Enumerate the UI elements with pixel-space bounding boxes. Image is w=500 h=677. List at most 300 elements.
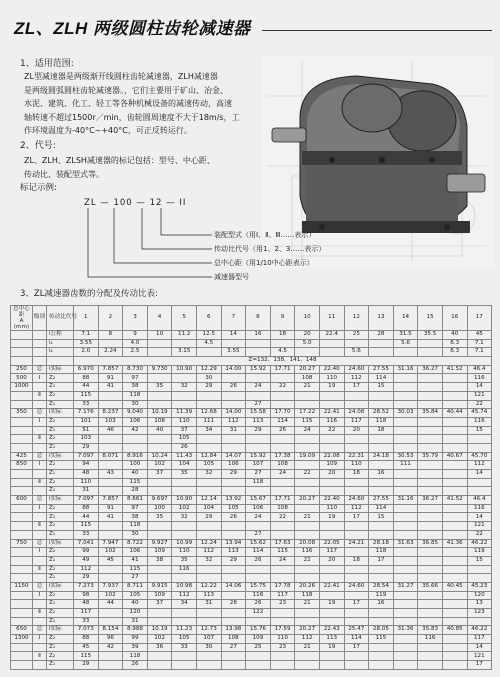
table-cell: 10.24 [147,452,172,461]
table-cell: 103 [74,435,99,444]
table-cell: 33 [74,400,99,409]
table-cell: 17.63 [270,539,295,548]
table-cell: 94 [74,461,99,470]
table-cell [467,487,492,496]
table-cell: 24.60 [344,496,369,505]
table-cell: 27 [221,643,246,652]
table-cell: 20.27 [295,365,320,374]
table-cell: 30 [196,374,221,383]
legend-center-distance: 总中心距（用1/10中心距表示） [214,259,314,267]
row-label-cell: Z₂ [47,478,74,487]
table-cell [270,617,295,626]
table-cell: 105 [123,591,148,600]
table-cell: 12.14 [196,496,221,505]
stage-cell: Ⅰ [33,591,47,600]
table-cell [319,487,344,496]
table-cell [295,504,320,513]
table-cell: 123 [467,609,492,618]
table-cell: 27.55 [369,365,394,374]
table-cell [221,391,246,400]
table-cell [393,530,418,539]
table-cell: 105 [172,635,197,644]
table-cell: 40 [123,470,148,479]
row-label-cell: Z₁ [47,470,74,479]
table-cell: 117 [74,609,99,618]
table-cell: 10.19 [147,626,172,635]
table-cell [344,617,369,626]
stage-cell: 总 [33,582,47,591]
table-cell: 116 [467,417,492,426]
table-cell: 24 [246,383,271,392]
table-cell: 38 [147,556,172,565]
table-cell [295,565,320,574]
table-cell [418,443,443,452]
table-cell: 20 [295,331,320,340]
table-cell [442,617,467,626]
table-cell [369,348,394,357]
table-cell: 24.21 [344,539,369,548]
table-cell: 45 [98,556,123,565]
table-cell [467,478,492,487]
table-cell: 28 [221,600,246,609]
table-cell [98,391,123,400]
table-cell: 30.53 [393,452,418,461]
table-cell [246,565,271,574]
table-cell: 88 [74,374,99,383]
table-cell: 112 [172,591,197,600]
row-label-cell: Z₁ [47,400,74,409]
table-row [11,617,492,626]
table-cell [344,652,369,661]
table-cell [442,478,467,487]
table-cell [442,600,467,609]
table-cell: 108 [270,504,295,513]
table-cell: 24.18 [369,452,394,461]
table-cell [418,565,443,574]
table-cell [270,652,295,661]
table-cell: 35.79 [418,452,443,461]
table-cell: 30 [196,643,221,652]
table-cell [393,391,418,400]
table-cell [369,339,394,348]
table-cell: 40.67 [442,452,467,461]
table-row [11,478,492,487]
table-cell: 109 [147,591,172,600]
table-cell [344,574,369,583]
table-cell [393,617,418,626]
table-cell [221,374,246,383]
table-cell [98,609,123,618]
table-cell: 45.74 [467,409,492,418]
table-cell [442,565,467,574]
table-row [11,513,492,522]
center-distance-cell [11,661,33,670]
row-label-cell: Z₂ [47,504,74,513]
table-cell [393,348,418,357]
table-cell: 11.39 [172,409,197,418]
table-cell: 45.70 [467,452,492,461]
stage-cell: 级别 [33,306,47,331]
table-cell: 29 [74,661,99,670]
table-cell [393,470,418,479]
center-distance-cell [11,591,33,600]
table-cell: 12.84 [196,452,221,461]
table-cell: 116 [418,635,443,644]
table-cell: 15.75 [246,582,271,591]
legend-ratio-code: 传动比代号（用1、2、3……表示） [214,245,326,253]
table-cell: 110 [344,461,369,470]
code-dash: — [100,198,110,208]
table-cell: 29 [221,470,246,479]
table-cell: 17 [344,383,369,392]
table-cell [344,609,369,618]
table-cell: 3.55 [221,348,246,357]
table-cell: 2 [98,306,123,331]
table-row [11,339,492,348]
table-cell [172,487,197,496]
table-cell: 45.23 [467,582,492,591]
table-cell: 118 [123,652,148,661]
example-leaders [80,208,215,290]
table-cell [319,574,344,583]
table-cell: 26 [246,600,271,609]
table-cell: 14 [221,331,246,340]
table-cell: 14.06 [221,582,246,591]
table-cell [123,443,148,452]
table-cell [270,530,295,539]
table-cell [319,565,344,574]
table-row [11,548,492,557]
table-cell: 20 [344,426,369,435]
table-cell: 26 [270,426,295,435]
table-cell [418,522,443,531]
table-cell: 99 [123,635,148,644]
table-cell: 42 [98,643,123,652]
table-cell: 22 [319,426,344,435]
center-distance-cell [11,652,33,661]
stage-cell [33,443,47,452]
row-label-cell: Z₂ [47,391,74,400]
table-cell: 28 [123,487,148,496]
table-cell: 96 [98,635,123,644]
table-cell: 7.857 [98,496,123,505]
table-cell [442,591,467,600]
table-cell: 3.55 [74,339,99,348]
table-cell: 13.94 [221,539,246,548]
table-cell: 35.5 [418,331,443,340]
table-cell [319,443,344,452]
table-cell: 4.5 [196,339,221,348]
table-cell: 25.47 [344,626,369,635]
center-distance-cell: 750 [11,539,33,548]
table-cell: 118 [295,591,320,600]
table-cell [147,617,172,626]
table-cell: 31 [74,487,99,496]
table-cell [393,609,418,618]
row-label-cell: Z₁ [47,643,74,652]
stage-cell [33,400,47,409]
table-cell: 12.5 [196,331,221,340]
center-distance-cell [11,487,33,496]
table-cell [393,661,418,670]
table-cell [418,556,443,565]
row-label-cell: Z₂ [47,652,74,661]
table-cell: 31 [123,617,148,626]
stage-cell: Ⅱ [33,391,47,400]
row-label-cell: i公称 [47,331,74,340]
table-cell [393,478,418,487]
table-cell: 109 [147,548,172,557]
table-cell: 121 [467,522,492,531]
table-cell [393,574,418,583]
table-cell [319,339,344,348]
table-cell: 12.24 [196,539,221,548]
table-cell [147,339,172,348]
table-cell: 22 [270,383,295,392]
table-cell: 122 [246,609,271,618]
table-cell [295,435,320,444]
table-cell: 5.0 [295,339,320,348]
table-cell: 29 [246,426,271,435]
table-cell: 114 [369,504,394,513]
table-cell [246,348,271,357]
table-cell: 8.722 [123,539,148,548]
table-cell [369,487,394,496]
ratio-table [10,305,492,670]
row-label-cell: i实际 [47,452,74,461]
table-cell [319,478,344,487]
stage-cell [33,661,47,670]
table-row [11,556,492,565]
table-cell: 40.85 [442,626,467,635]
table-cell: 31.63 [393,539,418,548]
table-cell: 17.22 [295,409,320,418]
table-cell: 18 [344,556,369,565]
row-label-cell: i₁ [47,339,74,348]
section-1-line: ZL型减速器是两级渐开线圆柱齿轮减速器，ZLH减速器 [24,72,218,81]
table-cell: 39 [123,643,148,652]
stage-cell: 总 [33,365,47,374]
table-cell: 110 [270,635,295,644]
center-distance-cell: 600 [11,496,33,505]
table-cell [246,522,271,531]
table-cell: 44 [98,600,123,609]
table-cell: 116 [295,548,320,557]
table-cell: 12.68 [196,409,221,418]
table-cell: 31 [196,600,221,609]
table-cell [270,478,295,487]
table-cell: 112 [467,461,492,470]
table-cell [418,470,443,479]
center-distance-cell [11,426,33,435]
table-cell: 26 [123,661,148,670]
table-cell [442,470,467,479]
table-cell: 44 [74,383,99,392]
table-cell [418,591,443,600]
table-cell [246,435,271,444]
table-cell: 37 [147,470,172,479]
table-cell [467,565,492,574]
section-1-line: 是两级圆弧圆柱齿轮减速器。，它们主要用于矿山、冶金、 [24,85,228,95]
table-cell [147,652,172,661]
center-distance-cell [11,522,33,531]
table-cell [246,617,271,626]
table-cell: 2.5 [123,348,148,357]
table-cell [246,487,271,496]
table-cell [442,556,467,565]
table-cell [418,417,443,426]
table-cell [467,617,492,626]
table-row [11,331,492,340]
stage-cell: Ⅰ [33,504,47,513]
table-cell: 8.661 [123,496,148,505]
table-cell [393,435,418,444]
table-cell [270,339,295,348]
table-cell: 7.097 [74,452,99,461]
table-cell [319,617,344,626]
table-cell: 13 [467,600,492,609]
table-cell: 102 [98,548,123,557]
table-cell [172,617,197,626]
table-cell: 8.711 [123,582,148,591]
table-cell: 117 [270,591,295,600]
table-cell: 37 [172,426,197,435]
table-row [11,609,492,618]
table-cell [319,609,344,618]
table-cell [196,617,221,626]
table-row [11,452,492,461]
table-cell: 10.90 [172,496,197,505]
section-1-line: 作环境温度为-40°C~+40°C，可正反转运行。 [24,126,192,136]
table-cell: 15.62 [246,539,271,548]
stage-cell [33,348,47,357]
table-cell: 113 [196,591,221,600]
table-cell: 23 [270,600,295,609]
table-cell [393,443,418,452]
table-cell: 31 [221,426,246,435]
row-label-cell: Z₁ [47,574,74,583]
center-distance-cell [11,470,33,479]
table-cell [344,548,369,557]
table-cell [442,487,467,496]
table-cell [442,548,467,557]
table-cell: 17.70 [270,409,295,418]
table-cell [196,478,221,487]
table-cell [442,643,467,652]
table-cell: 12.73 [196,626,221,635]
table-cell: 98 [74,591,99,600]
table-cell: 2.0 [74,348,99,357]
stage-cell [33,513,47,522]
table-cell [196,574,221,583]
table-cell [196,652,221,661]
table-cell: 19 [319,383,344,392]
table-cell: 114 [270,417,295,426]
table-cell: 115 [123,565,148,574]
table-cell: 21 [295,513,320,522]
table-cell: 34 [196,426,221,435]
table-cell: 116 [246,591,271,600]
table-cell: 22.41 [319,409,344,418]
section-2-body [24,154,269,181]
center-distance-cell [11,565,33,574]
table-cell [196,565,221,574]
table-cell: 33 [74,530,99,539]
table-cell: 33 [172,643,197,652]
table-cell [344,400,369,409]
table-cell [393,556,418,565]
table-cell: 17 [344,513,369,522]
table-cell [442,504,467,513]
table-cell [344,565,369,574]
row-label-cell: Z₁ [47,383,74,392]
table-cell [393,374,418,383]
table-cell [393,643,418,652]
table-cell [295,478,320,487]
table-cell: 32 [172,513,197,522]
table-cell: 28.05 [369,626,394,635]
table-cell: 24 [246,513,271,522]
table-cell [295,661,320,670]
table-cell: 31.27 [393,582,418,591]
center-distance-cell [11,417,33,426]
table-cell [418,530,443,539]
table-row [11,635,492,644]
table-cell [369,400,394,409]
table-cell [172,652,197,661]
table-cell [319,661,344,670]
table-cell: 20.27 [295,496,320,505]
table-cell [418,513,443,522]
table-cell: 15 [467,426,492,435]
table-cell: 118 [123,391,148,400]
table-cell: 113 [221,548,246,557]
table-cell: 32 [172,383,197,392]
table-cell: 120 [467,591,492,600]
table-cell [369,643,394,652]
table-cell: 14.00 [221,409,246,418]
table-cell [246,574,271,583]
table-cell [418,435,443,444]
table-cell [246,443,271,452]
table-cell [98,522,123,531]
table-cell [442,400,467,409]
table-cell [418,617,443,626]
table-cell: 14 [467,643,492,652]
table-cell: 9.730 [147,365,172,374]
stage-cell: Ⅰ [33,417,47,426]
table-cell [442,522,467,531]
table-cell: 2.24 [98,348,123,357]
table-cell: 22.40 [319,365,344,374]
table-cell: 11.43 [172,452,197,461]
table-cell: 108 [221,635,246,644]
section-2-line: ZL、ZLH、ZLSH减速器的标记包括：型号、中心距、 [24,156,215,165]
table-cell [319,400,344,409]
table-row [11,365,492,374]
table-cell [147,530,172,539]
center-distance-cell: 总中心距 A (mm) [11,306,33,331]
table-cell: 19 [319,600,344,609]
table-cell: 17 [344,643,369,652]
center-distance-cell [11,530,33,539]
table-cell [172,609,197,618]
table-cell [418,383,443,392]
table-cell: 1 [74,306,99,331]
table-cell: 51 [74,426,99,435]
table-cell: 119 [467,548,492,557]
table-cell: 91 [98,374,123,383]
